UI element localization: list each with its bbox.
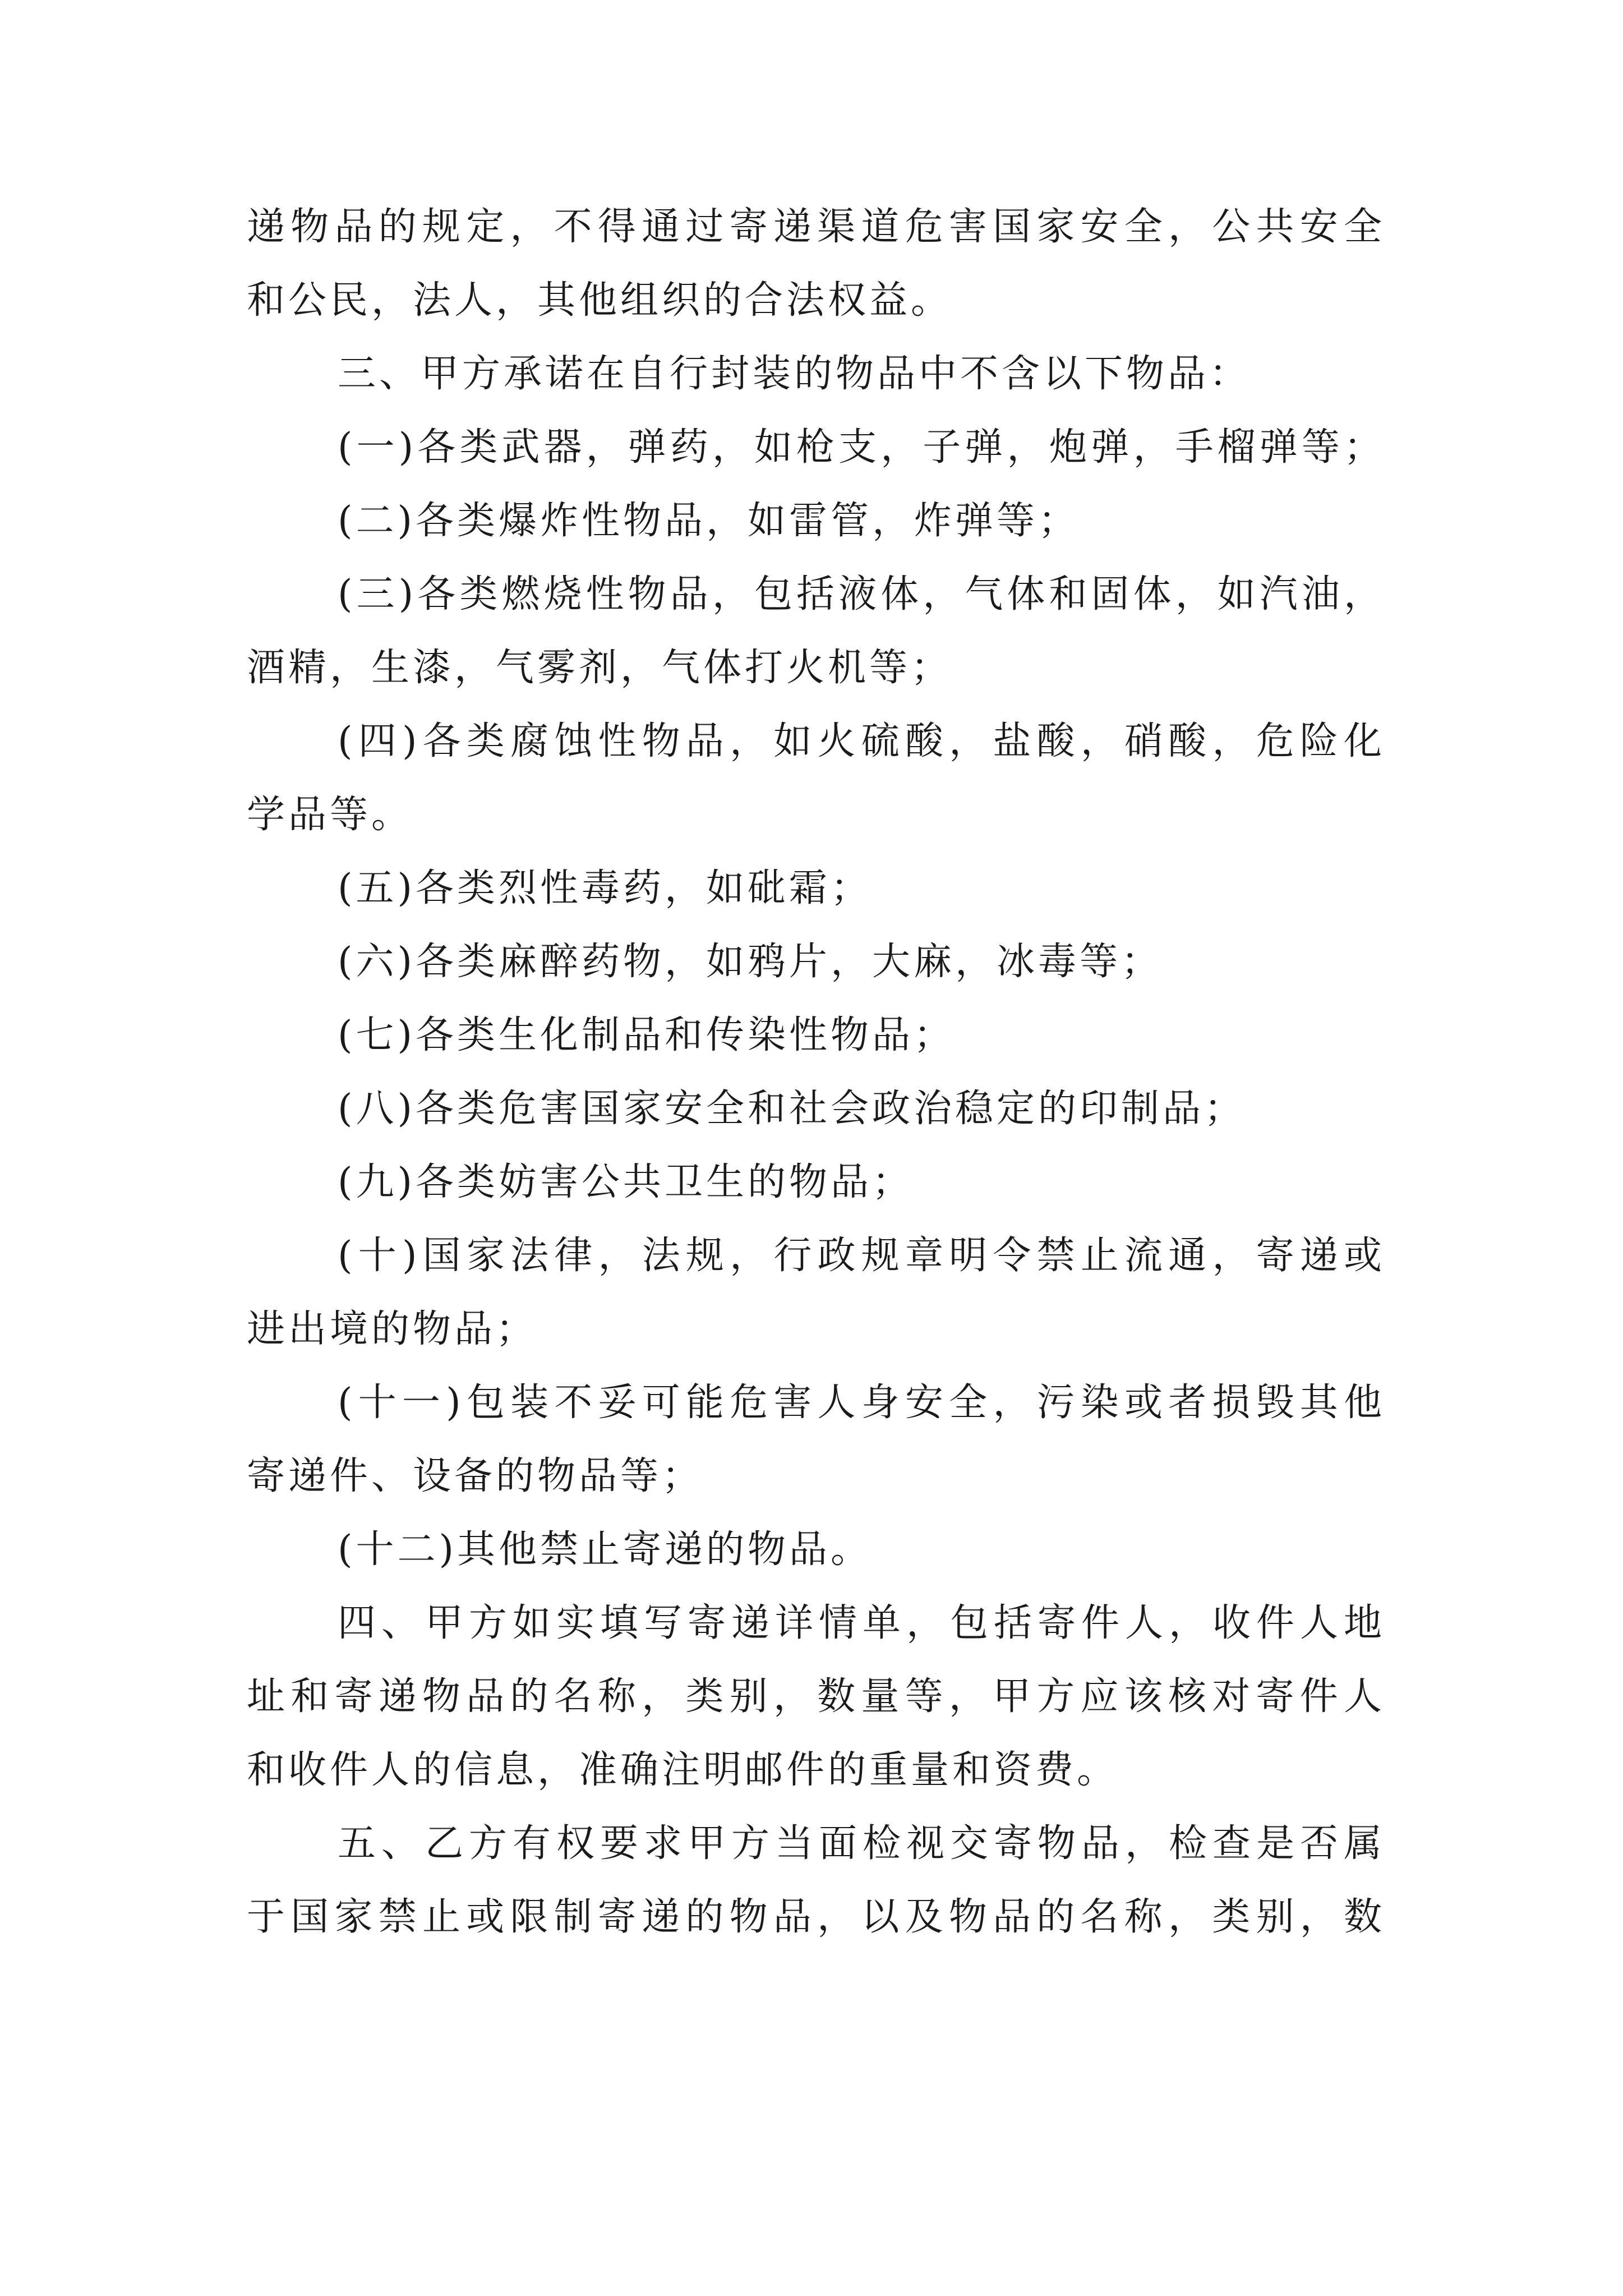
text-line: 酒精，生漆，气雾剂，气体打火机等；	[247, 646, 953, 690]
text-line: (十一)包装不妥可能危害人身安全，污染或者损毁其他	[338, 1381, 1385, 1425]
text-line: 于国家禁止或限制寄递的物品，以及物品的名称，类别，数	[247, 1895, 1385, 1939]
text-line: 进出境的物品；	[247, 1307, 538, 1351]
text-line: (五)各类烈性毒药，如砒霜；	[338, 866, 873, 910]
text-line: 和收件人的信息，准确注明邮件的重量和资费。	[247, 1748, 1119, 1792]
text-line: (九)各类妨害公共卫生的物品；	[338, 1160, 914, 1204]
text-line: (六)各类麻醉药物，如鸦片，大麻，冰毒等；	[338, 940, 1163, 984]
text-line: 递物品的规定，不得通过寄递渠道危害国家安全，公共安全	[247, 205, 1385, 249]
text-line: (一)各类武器，弹药，如枪支，子弹，炮弹，手榴弹等；	[338, 425, 1385, 470]
text-line: 和公民，法人，其他组织的合法权益。	[247, 278, 953, 323]
text-line: 寄递件、设备的物品等；	[247, 1454, 704, 1498]
text-line: (十)国家法律，法规，行政规章明令禁止流通，寄递或	[338, 1234, 1385, 1278]
text-line: 三、甲方承诺在自行封装的物品中不含以下物品：	[338, 352, 1251, 396]
text-line: (八)各类危害国家安全和社会政治稳定的印制品；	[338, 1087, 1246, 1131]
text-line: (三)各类燃烧性物品，包括液体，气体和固体，如汽油，	[338, 572, 1385, 616]
text-line: 五、乙方有权要求甲方当面检视交寄物品，检查是否属	[338, 1821, 1385, 1866]
text-line: (二)各类爆炸性物品，如雷管，炸弹等；	[338, 499, 1080, 543]
text-line: (七)各类生化制品和传染性物品；	[338, 1013, 956, 1057]
text-line: 址和寄递物品的名称，类别，数量等，甲方应该核对寄件人	[247, 1674, 1385, 1719]
text-line: 四、甲方如实填写寄递详情单，包括寄件人，收件人地	[338, 1601, 1385, 1645]
text-line: 学品等。	[247, 793, 413, 837]
text-line: (十二)其他禁止寄递的物品。	[338, 1527, 873, 1572]
text-line: (四)各类腐蚀性物品，如火硫酸，盐酸，硝酸，危险化	[338, 719, 1385, 763]
